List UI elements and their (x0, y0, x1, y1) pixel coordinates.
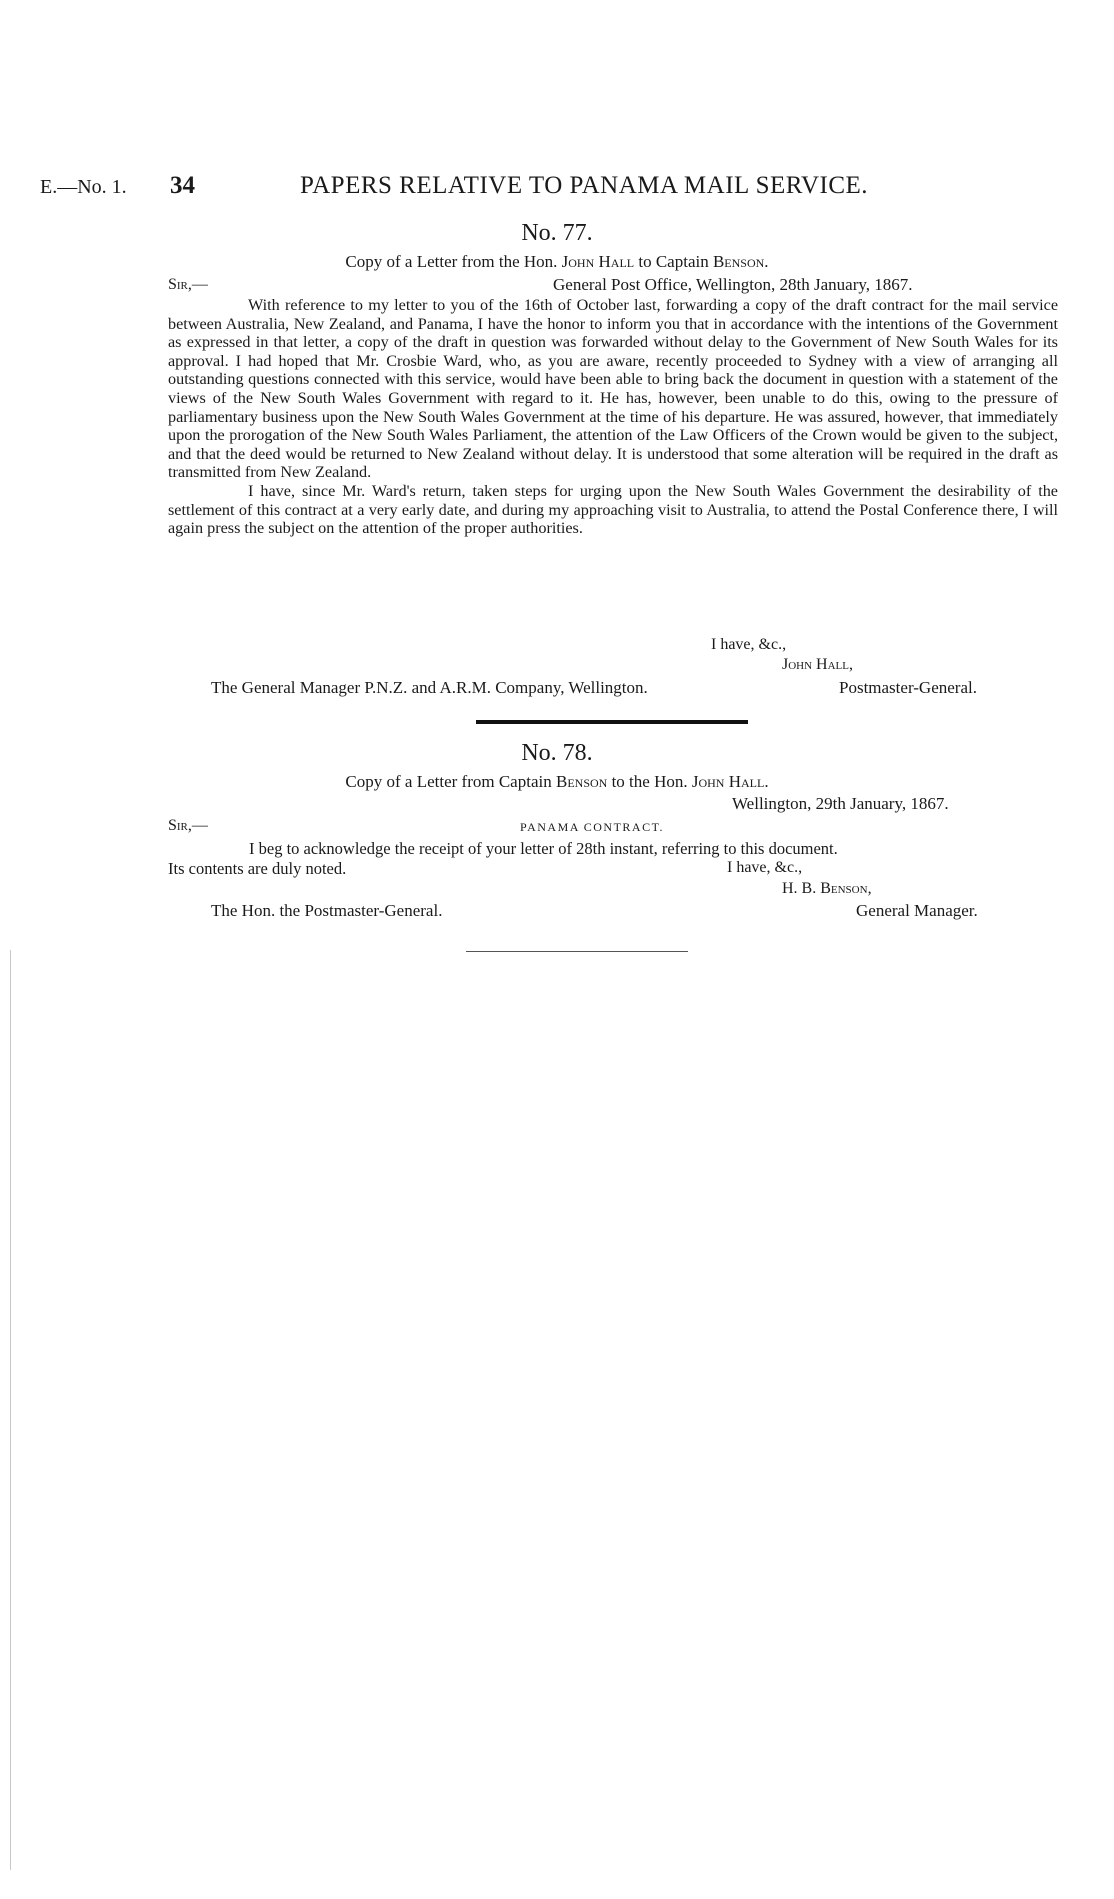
letter-77-dateline: General Post Office, Wellington, 28th January, 1867. (553, 275, 913, 294)
letter-78-signatory-title: General Manager. (856, 901, 978, 920)
letter-78-body-line-2: Its contents are duly noted. (168, 859, 347, 878)
letter-77-description: Copy of a Letter from the Hon. John Hall to Captain Benson. (345, 252, 769, 271)
letter-78-to: John Hall. (691, 772, 769, 791)
letter-78-closing: I have, &c., (727, 859, 803, 876)
letter-77-salutation: Sir,— (168, 276, 208, 293)
letter-77-paragraph-2: I have, since Mr. Ward's return, taken steps for urging upon the New South Wales Government the desirability of the settlement of this contract at a very early date, and during my approaching visit to Australia, to attend the Postal Conference there, I will again press the subject on the attention of the proper authorities. (168, 481, 1058, 538)
letter-78-from: Benson (555, 772, 608, 791)
letter-78-subject: PANAMA CONTRACT. (520, 820, 665, 834)
letter-77-to: Benson. (712, 252, 769, 271)
letter-78-description: Copy of a Letter from Captain Benson to the Hon. John Hall. (345, 772, 769, 791)
letter-77-body (168, 296, 1058, 538)
document-reference: E.—No. 1. (40, 176, 127, 198)
letter-77-paragraph-1: With reference to my letter to you of the 16th of October last, forwarding a copy of the draft contract for the mail service between Australia, New Zealand, and Panama, I have the honor to inform you that in accordance with the intentions of the Government as expressed in that letter, a copy of the draft in question was forwarded without delay to the Government of New South Wales for its approval. I had hoped that Mr. Crosbie Ward, who, as you are aware, recently proceeded to Sydney with a view of arranging all outstanding questions connected with this service, would have been able to bring back the document in question with a statement of the views of the New South Wales Government with regard to it. He has, however, been unable to do this, owing to the pressure of parliamentary business upon the New South Wales Government at the time of his departure. He was assured, however, that immediately upon the prorogation of the New South Wales Parliament, the attention of the Law Officers of the Crown would be given to the subject, and that the deed would be returned to New Zealand without delay. It is understood that some alteration will be required in the draft as transmitted from New Zealand. (168, 296, 1058, 482)
page-number: 34 (170, 172, 195, 199)
scan-margin-line (10, 950, 11, 1870)
end-divider (466, 951, 688, 952)
letter-77-signature: John Hall, (782, 656, 853, 673)
letter-78-body-line-1: I beg to acknowledge the receipt of your letter of 28th instant, referring to this document. (249, 839, 838, 858)
letter-77-addressee: The General Manager P.N.Z. and A.R.M. Company, Wellington. (211, 678, 648, 697)
letter-78-addressee: The Hon. the Postmaster-General. (211, 901, 443, 920)
letter-77-signatory-title: Postmaster-General. (839, 678, 977, 697)
letter-77-closing: I have, &c., (711, 636, 787, 653)
running-title: PAPERS RELATIVE TO PANAMA MAIL SERVICE. (300, 172, 869, 199)
letter-78-number: No. 78. (521, 740, 593, 766)
section-divider (476, 720, 748, 724)
letter-77-number: No. 77. (521, 220, 593, 246)
letter-78-salutation: Sir,— (168, 817, 208, 834)
letter-78-dateline: Wellington, 29th January, 1867. (732, 794, 949, 813)
letter-77-from: John Hall (561, 252, 635, 271)
letter-78-signature: H. B. Benson, (782, 880, 872, 897)
